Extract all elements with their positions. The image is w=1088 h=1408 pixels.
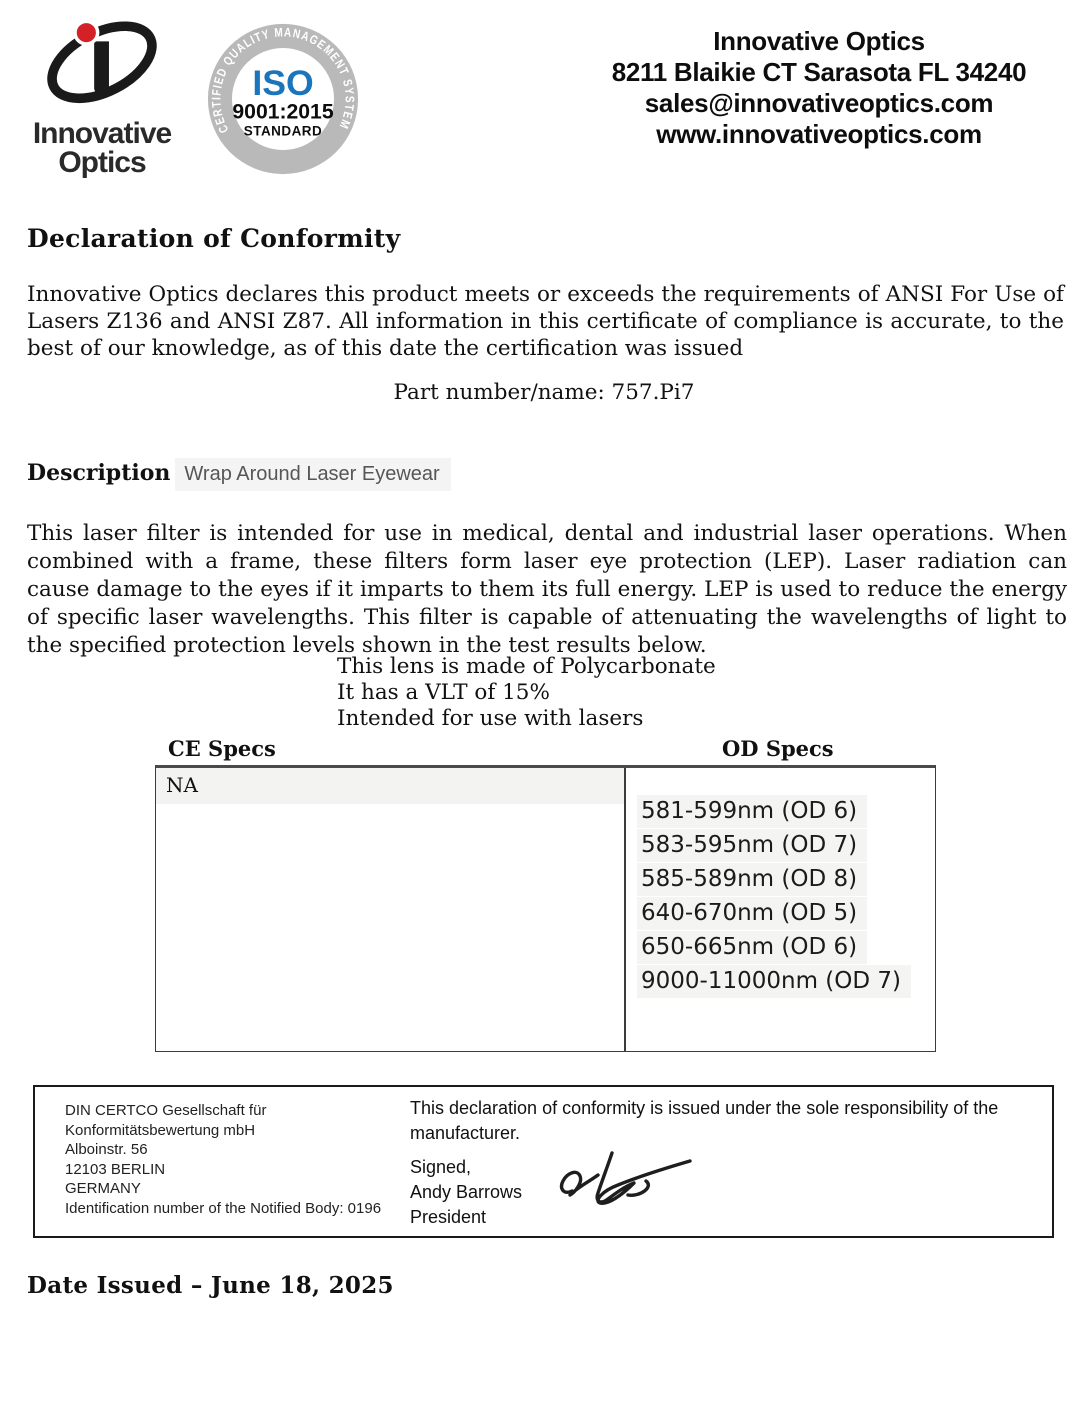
logo-word-innovative: Innovative [32,117,172,150]
spec-table [155,765,936,1052]
od-spec-line: 581-599nm (OD 6) [637,795,867,828]
ce-specs-cell [156,768,626,1051]
notified-body-line: Identification number of the Notified Body: 0196 [65,1199,382,1217]
signer-name: Andy Barrows [410,1182,523,1202]
page-title: Declaration of Conformity [27,224,401,253]
signature-icon [550,1143,720,1219]
lens-material-line: This lens is made of Polycarbonate [337,654,716,679]
iso-9001-badge-icon [206,22,360,176]
declaration-box [33,1085,1054,1238]
date-issued: Date Issued – June 18, 2025 [27,1272,394,1299]
header-website: www.innovativeoptics.com [656,119,982,149]
body-paragraph: This laser filter is intended for use in medical, dental and industrial laser operations. When combined with a frame, these filters form laser eye protection (LEP). Laser radiation can cause damage to the eyes if it imparts to them its full energy. LEP is used to reduce the energy of specific laser wavelengths. This filter is capable of attenuating the wavelengths of light to the specified protection levels shown in the test results below. [27,521,1067,658]
description-label: Description [27,460,171,486]
lens-use-line: Intended for use with lasers [337,706,644,731]
part-number-line: Part number/name: 757.Pi7 [393,380,695,405]
od-specs-header: OD Specs [722,736,834,761]
description-row [27,460,451,486]
notified-body-line: Alboinstr. 56 [65,1141,148,1158]
badge-iso-text: ISO [252,63,314,104]
signed-label: Signed, [410,1157,472,1177]
notified-body-line: Konformitätsbewertung mbH [65,1121,256,1139]
lens-vlt-line: It has a VLT of 15% [337,680,550,705]
badge-ring-text: CERTIFIED QUALITY MANAGEMENT SYSTEM [209,25,357,136]
company-logo [18,10,186,177]
innovative-optics-swoosh-icon [18,10,186,118]
od-specs-cell [626,768,935,1051]
company-header [572,26,1066,150]
notified-body-line: DIN CERTCO Gesellschaft für [65,1102,267,1119]
badge-standard-number: 9001:2015 [232,100,334,124]
logo-word-optics: Optics [58,145,146,179]
notified-body-line: 12103 BERLIN [65,1160,166,1178]
ce-specs-header: CE Specs [168,736,276,761]
header-company-name: Innovative Optics [713,26,925,56]
ce-specs-value: NA [156,768,624,804]
declaration-statement: This declaration of conformity is issued under the sole responsibility of the manufacturer. [410,1098,999,1143]
header-address: 8211 Blaikie CT Sarasota FL 34240 [611,57,1027,87]
od-spec-line: 583-595nm (OD 7) [637,829,867,862]
header-email: sales@innovativeoptics.com [644,88,994,118]
badge-standard-word: STANDARD [243,123,323,139]
od-spec-line: 585-589nm (OD 8) [637,863,867,896]
lens-info [337,654,716,732]
intro-paragraph: Innovative Optics declares this product meets or exceeds the requirements of ANSI For Use of Lasers Z136 and ANSI Z87. All information in this certificate of compliance is accurate, to the best of our knowledge, as of this date the certification was issued [27,282,1064,361]
description-value: Wrap Around Laser Eyewear [175,458,450,491]
od-spec-line: 650-665nm (OD 6) [637,931,867,964]
signer-role: President [410,1207,487,1227]
od-spec-line: 9000-11000nm (OD 7) [637,965,911,998]
notified-body-info [65,1101,381,1218]
od-spec-line: 640-670nm (OD 5) [637,897,867,930]
declaration-statement-block [410,1096,1062,1230]
notified-body-line: GERMANY [65,1180,141,1197]
